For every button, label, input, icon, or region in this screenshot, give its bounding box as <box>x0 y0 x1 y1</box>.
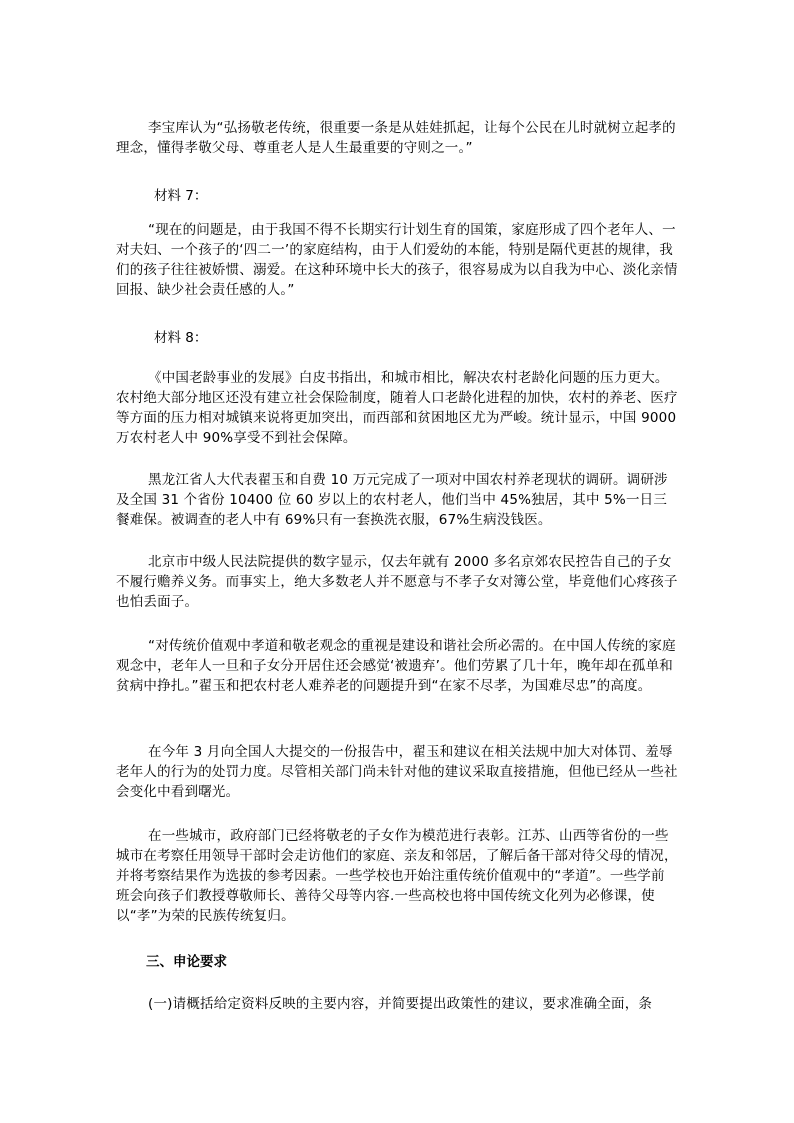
paragraph-requirement-1: (一)请概括给定资料反映的主要内容，并简要提出政策性的建议，要求准确全面，条 <box>148 996 653 1012</box>
material-7-label: 材料 7： <box>154 188 208 204</box>
paragraph-city-practices: 在一些城市，政府部门已经将敬老的子女作为模范进行表彰。江苏、山西等省份的一些城市在考察任用领导干部时会走访他们的家庭、亲友和邻居，了解后备干部对待父母的情况，并将考察结果作为选拔的参考因素。一些学校也开始注重传统价值观中的“孝道”。一些学前班会向孩子们教授尊敬师长、善待父母等内容.一些高校也将中国传统文化列为必修课，使以“孝”为荣的民族传统复归。 <box>116 828 678 924</box>
paragraph-white-paper: 《中国老龄事业的发展》白皮书指出，和城市相比，解决农村老龄化问题的压力更大。农村绝大部分地区还没有建立社会保险制度，随着人口老龄化进程的加快，农村的养老、医疗等方面的压力相对城镇来说将更加突出，而西部和贫困地区尤为严峻。统计显示，中国 9000 万农村老人中 90%享受不到社会保障。 <box>116 370 678 446</box>
paragraph-family-structure: “现在的问题是，由于我国不得不长期实行计划生育的国策，家庭形成了四个老年人、一对夫妇、一个孩子的‘四二一’的家庭结构，由于人们爱幼的本能，特别是隔代更甚的规律，我们的孩子往往被娇惯、溺爱。在这种环境中长大的孩子，很容易成为以自我为中心、淡化亲情回报、缺少社会责任感的人。” <box>116 222 678 298</box>
paragraph-npc-report: 在今年 3 月向全国人大提交的一份报告中，翟玉和建议在相关法规中加大对体罚、羞辱老年人的行为的处罚力度。尽管相关部门尚未针对他的建议采取直接措施，但他已经从一些社会变化中看到曙光。 <box>116 744 678 800</box>
section-heading-requirements: 三、申论要求 <box>146 954 227 970</box>
paragraph-traditional-values: “对传统价值观中孝道和敬老观念的重视是建设和谐社会所必需的。在中国人传统的家庭观念中，老年人一旦和子女分开居住还会感觉‘被遗弃’。他们劳累了几十年，晚年却在孤单和贫病中挣扎。”翟玉和把农村老人难养老的问题提升到“在家不尽孝，为国难尽忠”的高度。 <box>116 638 676 694</box>
paragraph-beijing-court: 北京市中级人民法院提供的数字显示，仅去年就有 2000 多名京郊农民控告自己的子女不履行赡养义务。而事实上，绝大多数老人并不愿意与不孝子女对簿公堂，毕竟他们心疼孩子也怕丢面子。 <box>116 554 678 610</box>
material-8-label: 材料 8： <box>154 330 208 346</box>
paragraph-li-baoku: 李宝库认为“弘扬敬老传统，很重要一条是从娃娃抓起，让每个公民在儿时就树立起孝的理念，懂得孝敬父母、尊重老人是人生最重要的守则之一。” <box>116 120 676 156</box>
paragraph-heilongjiang-survey: 黑龙江省人大代表翟玉和自费 10 万元完成了一项对中国农村养老现状的调研。调研涉及全国 31 个省份 10400 位 60 岁以上的农村老人，他们当中 45%独居，其中 5%一日三餐难保。被调查的老人中有 69%只有一套换洗衣服，67%生病没钱医。 <box>116 472 668 528</box>
